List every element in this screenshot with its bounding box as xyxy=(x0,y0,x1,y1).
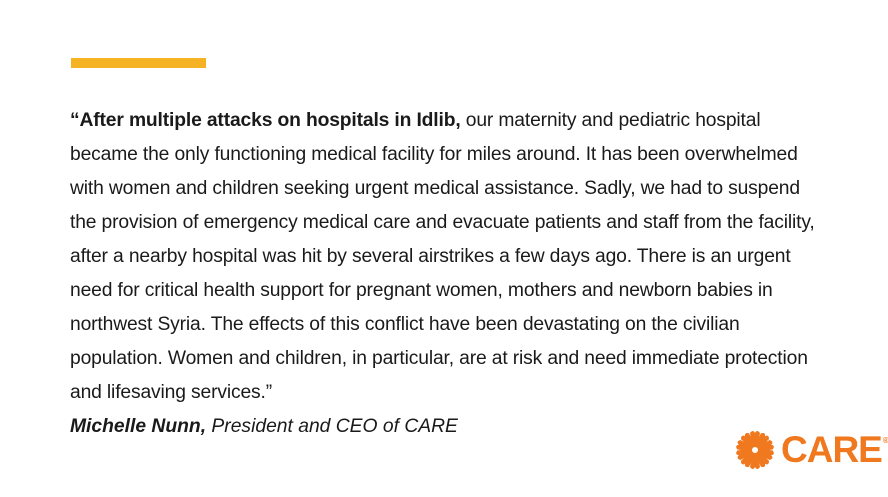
care-hands-emblem-icon xyxy=(733,428,777,472)
attribution xyxy=(70,412,458,442)
quote-lead: “After multiple attacks on hospitals in Idlib, xyxy=(70,110,461,131)
attribution-name: Michelle Nunn, xyxy=(70,416,207,437)
quote-body: our maternity and pediatric hospital became the only functioning medical facility for miles around. It has been overwhelmed with women and children seeking urgent medical assistance. Sadly, we had to suspend the provision of emergency medical care and evacuate patients and staff from the facility, after a nearby hospital was hit by several airstrikes a few days ago. There is an urgent need for critical health support for pregnant women, mothers and newborn babies in northwest Syria. The effects of this conflict have been devastating on the civilian population. Women and children, in particular, are at risk and need immediate protection and lifesaving services.” xyxy=(70,110,815,403)
logo-text: CARE xyxy=(781,429,882,470)
care-logo xyxy=(733,428,888,472)
quote-text xyxy=(70,104,830,410)
logo-registered-mark: ® xyxy=(882,436,888,445)
accent-bar xyxy=(71,58,206,68)
logo-wordmark xyxy=(781,430,888,470)
attribution-title: President and CEO of CARE xyxy=(206,416,458,437)
emblem-center xyxy=(752,447,758,453)
